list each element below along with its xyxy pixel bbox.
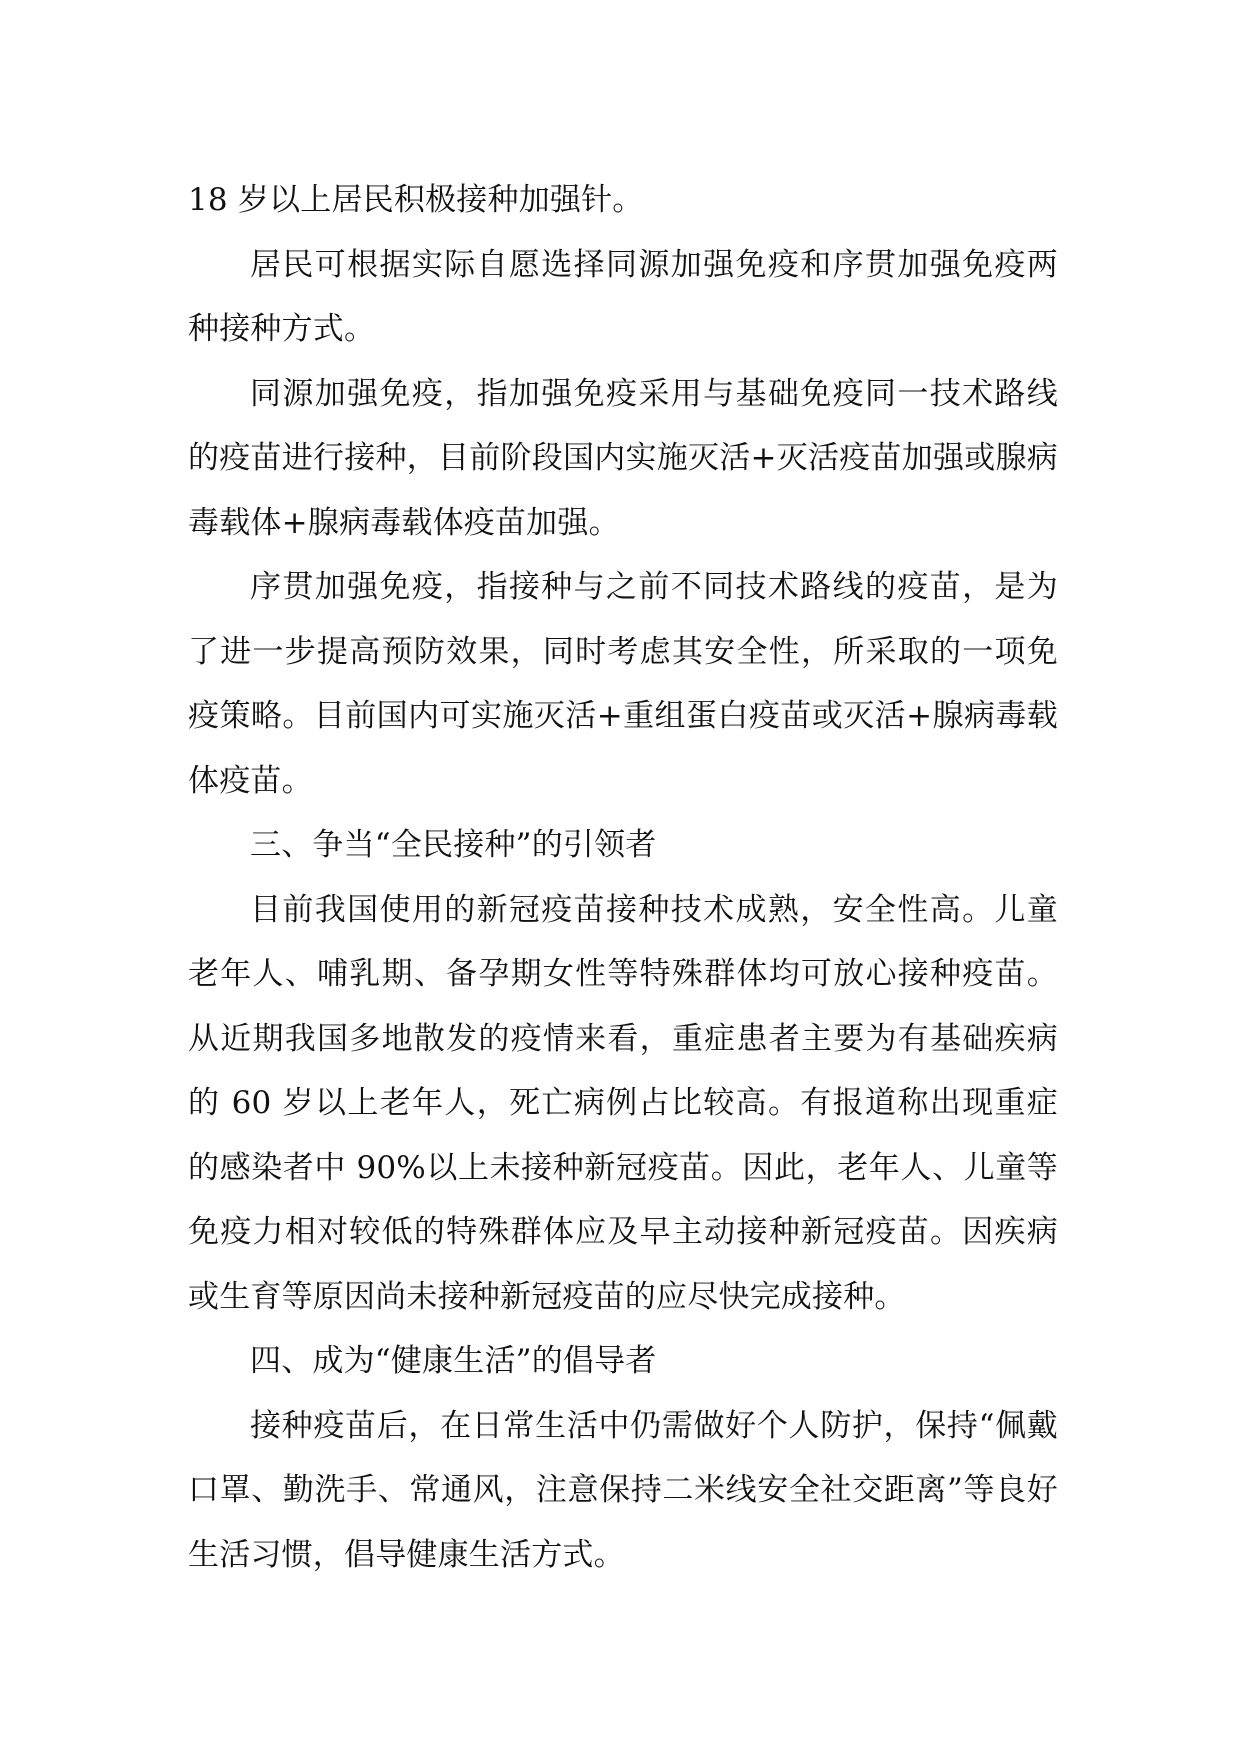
- paragraph-booster-options: 居民可根据实际自愿选择同源加强免疫和序贯加强免疫两种接种方式。: [188, 246, 1058, 347]
- section-heading-3: 三、争当“全民接种”的引领者: [250, 827, 657, 863]
- paragraph-homologous-booster: 同源加强免疫，指加强免疫采用与基础免疫同一技术路线的疫苗进行接种，目前阶段国内实施灭活+灭活疫苗加强或腺病毒载体+腺病毒载体疫苗加强。: [188, 375, 1058, 541]
- paragraph-sequential-booster: 序贯加强免疫，指接种与之前不同技术路线的疫苗，是为了进一步提高预防效果，同时考虑其安全性，所采取的一项免疫策略。目前国内可实施灭活+重组蛋白疫苗或灭活+腺病毒载体疫苗。: [188, 569, 1058, 799]
- section-heading-4: 四、成为“健康生活”的倡导者: [250, 1343, 657, 1379]
- paragraph-special-groups: 目前我国使用的新冠疫苗接种技术成熟，安全性高。儿童老年人、哺乳期、备孕期女性等特殊群体均可放心接种疫苗。从近期我国多地散发的疫情来看，重症患者主要为有基础疾病的 60 岁以上老年人，死亡病例占比较高。有报道称出现重症的感染者中 90%以上未接种新冠疫苗。因此，老年人、儿童等免疫力相对较低的特殊群体应及早主动接种新冠疫苗。因疾病或生育等原因尚未接种新冠疫苗的应尽快完成接种。: [188, 891, 1058, 1315]
- paragraph-continuation: 18 岁以上居民积极接种加强针。: [188, 182, 644, 218]
- document-body: [188, 168, 1058, 1587]
- paragraph-personal-protection: 接种疫苗后，在日常生活中仍需做好个人防护，保持“佩戴口罩、勤洗手、常通风，注意保持二米线安全社交距离”等良好生活习惯，倡导健康生活方式。: [188, 1407, 1058, 1573]
